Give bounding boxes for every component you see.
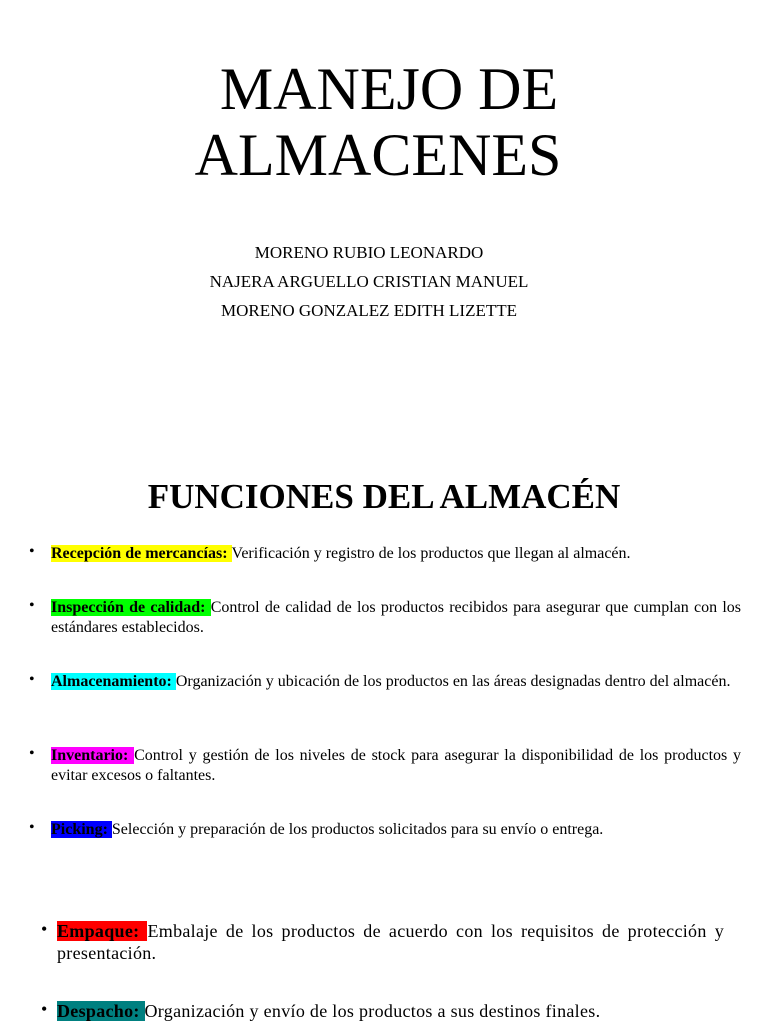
bullet-marker: • (29, 597, 35, 614)
authors-list (0, 238, 768, 325)
section-title: FUNCIONES DEL ALMACÉN (147, 477, 621, 516)
function-term: Picking: (51, 821, 112, 838)
bullet-marker: • (29, 819, 35, 836)
function-term: Inspección de calidad: (51, 599, 211, 616)
function-description: Organización y envío de los productos a sus destinos finales. (144, 1001, 601, 1021)
bullet-marker: • (41, 919, 48, 939)
function-description: Embalaje de los productos de acuerdo con los requisitos de protección y presentación. (57, 921, 724, 963)
function-term: Inventario: (51, 747, 135, 764)
title-line-1: MANEJO DE (219, 56, 559, 122)
author-name: MORENO GONZALEZ EDITH LIZETTE (220, 301, 517, 320)
function-item-recepcion (29, 543, 741, 564)
document-title (0, 56, 768, 188)
function-description: Organización y ubicación de los productos en las áreas designadas dentro del almacén. (175, 673, 731, 690)
function-item-picking (29, 819, 741, 840)
function-item-inventario (29, 745, 741, 786)
function-item-despacho (41, 999, 747, 1022)
function-description: Verificación y registro de los productos que llegan al almacén. (231, 545, 631, 562)
function-description: Control de calidad de los productos recibidos para asegurar que cumplan con los estándares establecidos. (51, 599, 741, 636)
author-name: NAJERA ARGUELLO CRISTIAN MANUEL (209, 272, 529, 291)
function-term: Empaque: (57, 921, 148, 941)
function-term: Recepción de mercancías: (51, 545, 232, 562)
function-description: Control y gestión de los niveles de stock para asegurar la disponibilidad de los productos y evitar excesos o faltantes. (51, 747, 741, 784)
bullet-marker: • (29, 745, 35, 762)
function-item-almacenamiento (29, 671, 741, 692)
bullet-marker: • (29, 671, 35, 688)
function-term: Despacho: (57, 1001, 145, 1021)
bullet-marker: • (29, 543, 35, 560)
author-name: MORENO RUBIO LEONARDO (254, 243, 484, 262)
title-line-2: ALMACENES (194, 122, 562, 188)
function-term: Almacenamiento: (51, 673, 176, 690)
function-item-inspeccion (29, 597, 741, 638)
bullet-marker: • (41, 999, 48, 1019)
function-description: Selección y preparación de los productos solicitados para su envío o entrega. (111, 821, 604, 838)
function-item-empaque (41, 919, 724, 964)
